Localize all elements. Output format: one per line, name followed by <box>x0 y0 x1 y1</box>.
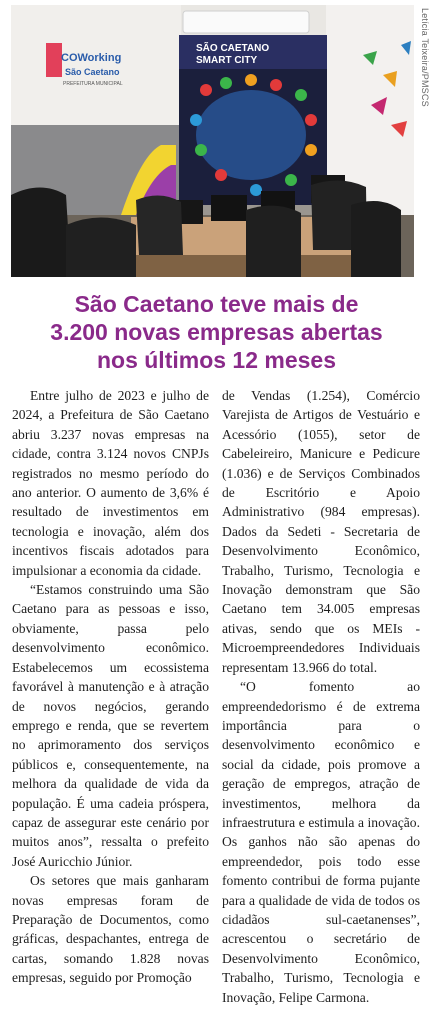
coworking-room-image <box>11 5 414 277</box>
headline-line-2: 3.200 novas empresas abertas <box>50 319 383 345</box>
photo-credit: Letícia Teixeira/PMSCS <box>420 8 430 107</box>
article-photo <box>11 5 414 277</box>
headline-line-1: São Caetano teve mais de <box>74 291 359 317</box>
logo-sub2: PREFEITURA MUNICIPAL <box>63 81 123 87</box>
paragraph: Os setores que mais ganharam novas empresas foram de Preparação de Documentos, como gráficas, despachantes, entrega de cartas, somando 1.828 novas empresas, seguido por Promoção <box>12 873 209 986</box>
paragraph: “Estamos construindo uma São Caetano para as pessoas e isso, obviamente, passa pelo desenvolvimento econômico. Estabelecemos um ecossistema favorável à manutenção e à atração de novos negócios, gerando emprego e renda, que se revertem no aprimoramento dos serviços públicos e, consequentemente, na melhora da qualidade de vida da população. É uma cadeia próspera, capaz de assegurar este cenário por muitos anos”, ressalta o prefeito José Auricchio Júnior. <box>12 582 209 869</box>
wall-title-1: SÃO CAETANO <box>196 43 270 54</box>
article-column-left <box>12 386 209 988</box>
logo-sub: São Caetano <box>65 67 120 77</box>
headline-line-3: nos últimos 12 meses <box>96 347 337 373</box>
paragraph: de Vendas (1.254), Comércio Varejista de Artigos de Vestuário e Acessório (1055), setor de Cabeleireiro, Manicure e Pedicure (1.036) e de Serviços Combinados de Escritório e Apoio Administrativo (984 empresas). Dados da Sedeti - Secretaria de Desenvolvimento Econômico, Trabalho, Turismo, Tecnologia e Inovação demonstram que São Caetano tem 34.005 empresas ativas, sendo que os MEIs - Microempreendedores Individuais representam 13.966 do total. <box>222 388 420 675</box>
paragraph: “O fomento ao empreendedorismo é de extrema importância para o desenvolvimento econômico e social da cidade, pois promove a geração de empregos, atração de investimentos, melhora da infraestrutura e estimula a inovação. Os ganhos não são apenas do empreendedor, pois todo esse fomento contribui de forma pujante para a qualidade de vida de todos os cidadãos sul-caetanenses”, acrescentou o secretário de Desenvolvimento Econômico, Trabalho, Turismo, Tecnologia e Inovação, Felipe Carmona. <box>222 679 420 1005</box>
headline <box>0 290 433 374</box>
paragraph: Entre julho de 2023 e julho de 2024, a Prefeitura de São Caetano abriu 3.237 novas empresas na cidade, contra 3.124 novos CNPJs registrados no mesmo período do ano anterior. O aumento de 3,6% é resultado de investimentos em tecnologia e inovação, além dos incentivos fiscais adotados para impulsionar a economia da cidade. <box>12 388 209 578</box>
article-column-right <box>222 386 420 1007</box>
logo-text: COWorking <box>61 52 122 64</box>
wall-title-2: SMART CITY <box>196 55 258 66</box>
